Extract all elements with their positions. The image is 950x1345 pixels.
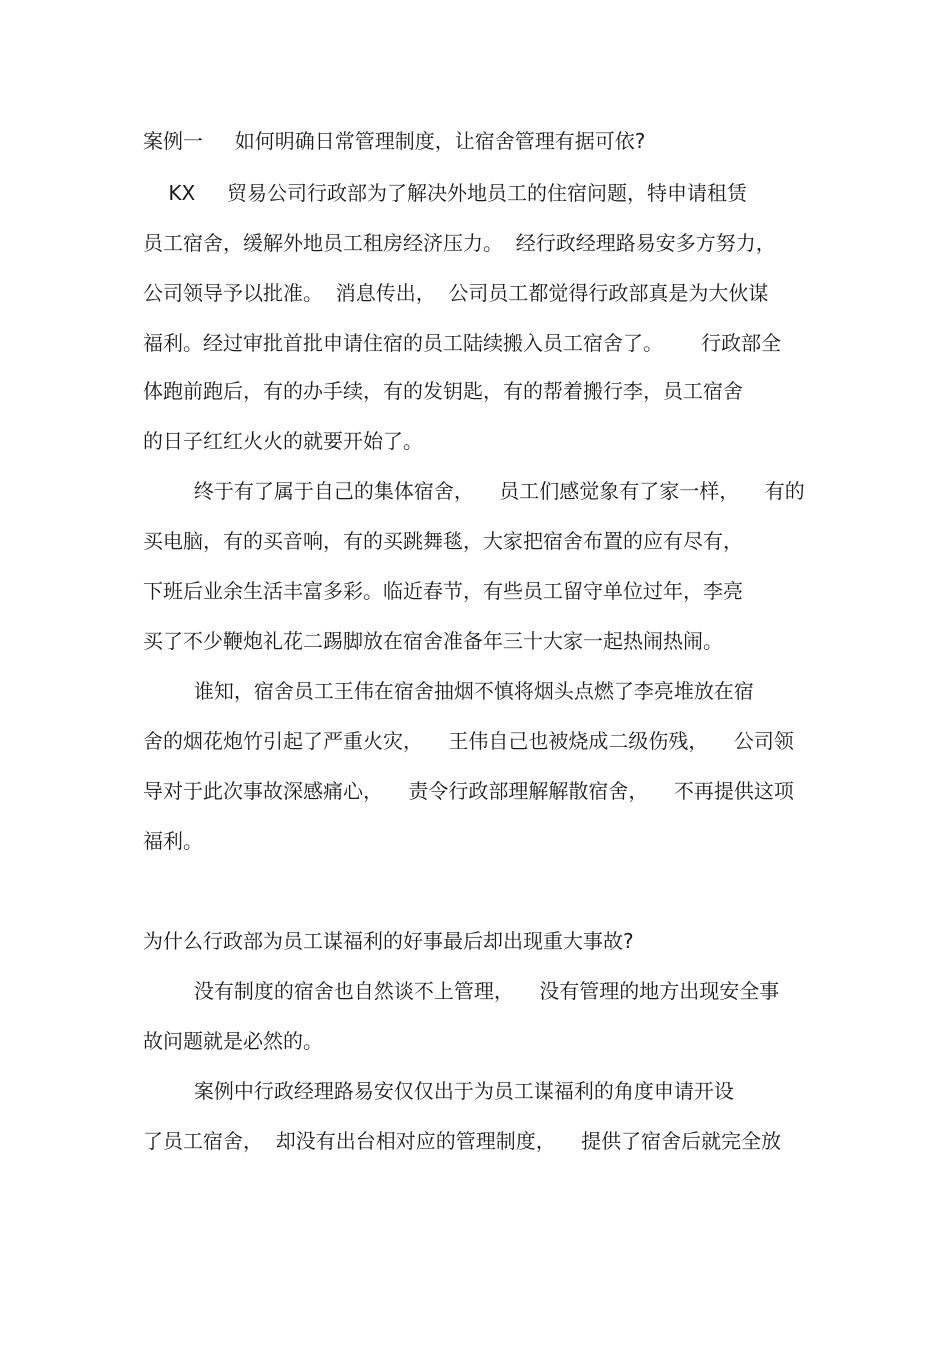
text-line: 导对于此次事故深感痛心， 责令行政部理解解散宿舍， 不再提供这项 [143, 779, 794, 803]
case-heading: 案例一 如何明确日常管理制度，让宿舍管理有据可依? [143, 129, 646, 153]
text-line: 买电脑，有的买音响，有的买跳舞毯，大家把宿舍布置的应有尽有， [143, 529, 743, 553]
text-line: 福利。经过审批首批申请住宿的员工陆续搬入员工宿舍了。 行政部全 [143, 331, 782, 355]
text-line: 体跑前跑后，有的办手续，有的发钥匙，有的帮着搬行李，员工宿舍 [143, 379, 743, 403]
text-line: 员工宿舍，缓解外地员工租房经济压力。 经行政经理路易安多方努力， [143, 231, 776, 255]
text-line: KX 贸易公司行政部为了解决外地员工的住宿问题，特申请租赁 [143, 181, 748, 205]
text-line: 公司领导予以批准。 消息传出， 公司员工都觉得行政部真是为大伙谋 [143, 281, 769, 305]
analysis-question: 为什么行政部为员工谋福利的好事最后却出现重大事故? [143, 929, 634, 953]
text-line: 买了不少鞭炮礼花二踢脚放在宿舍准备年三十大家一起热闹热闹。 [143, 629, 723, 653]
text-line: 谁知，宿舍员工王伟在宿舍抽烟不慎将烟头点燃了李亮堆放在宿 [143, 679, 754, 703]
text-line: 福利。 [143, 829, 203, 853]
text-line: 案例中行政经理路易安仅仅出于为员工谋福利的角度申请开设 [143, 1079, 734, 1103]
text-line: 故问题就是必然的。 [143, 1029, 323, 1053]
text-line: 舍的烟花炮竹引起了严重火灾， 王伟自己也被烧成二级伤残， 公司领 [143, 729, 794, 753]
text-line: 下班后业余生活丰富多彩。临近春节，有些员工留守单位过年，李亮 [143, 579, 743, 603]
text-line: 没有制度的宿舍也自然谈不上管理， 没有管理的地方出现安全事 [143, 979, 780, 1003]
text-line: 了员工宿舍， 却没有出台相对应的管理制度， 提供了宿舍后就完全放 [143, 1129, 782, 1153]
text-line: 的日子红红火火的就要开始了。 [143, 429, 423, 453]
text-line: 终于有了属于自己的集体宿舍， 员工们感觉象有了家一样， 有的 [143, 479, 805, 503]
